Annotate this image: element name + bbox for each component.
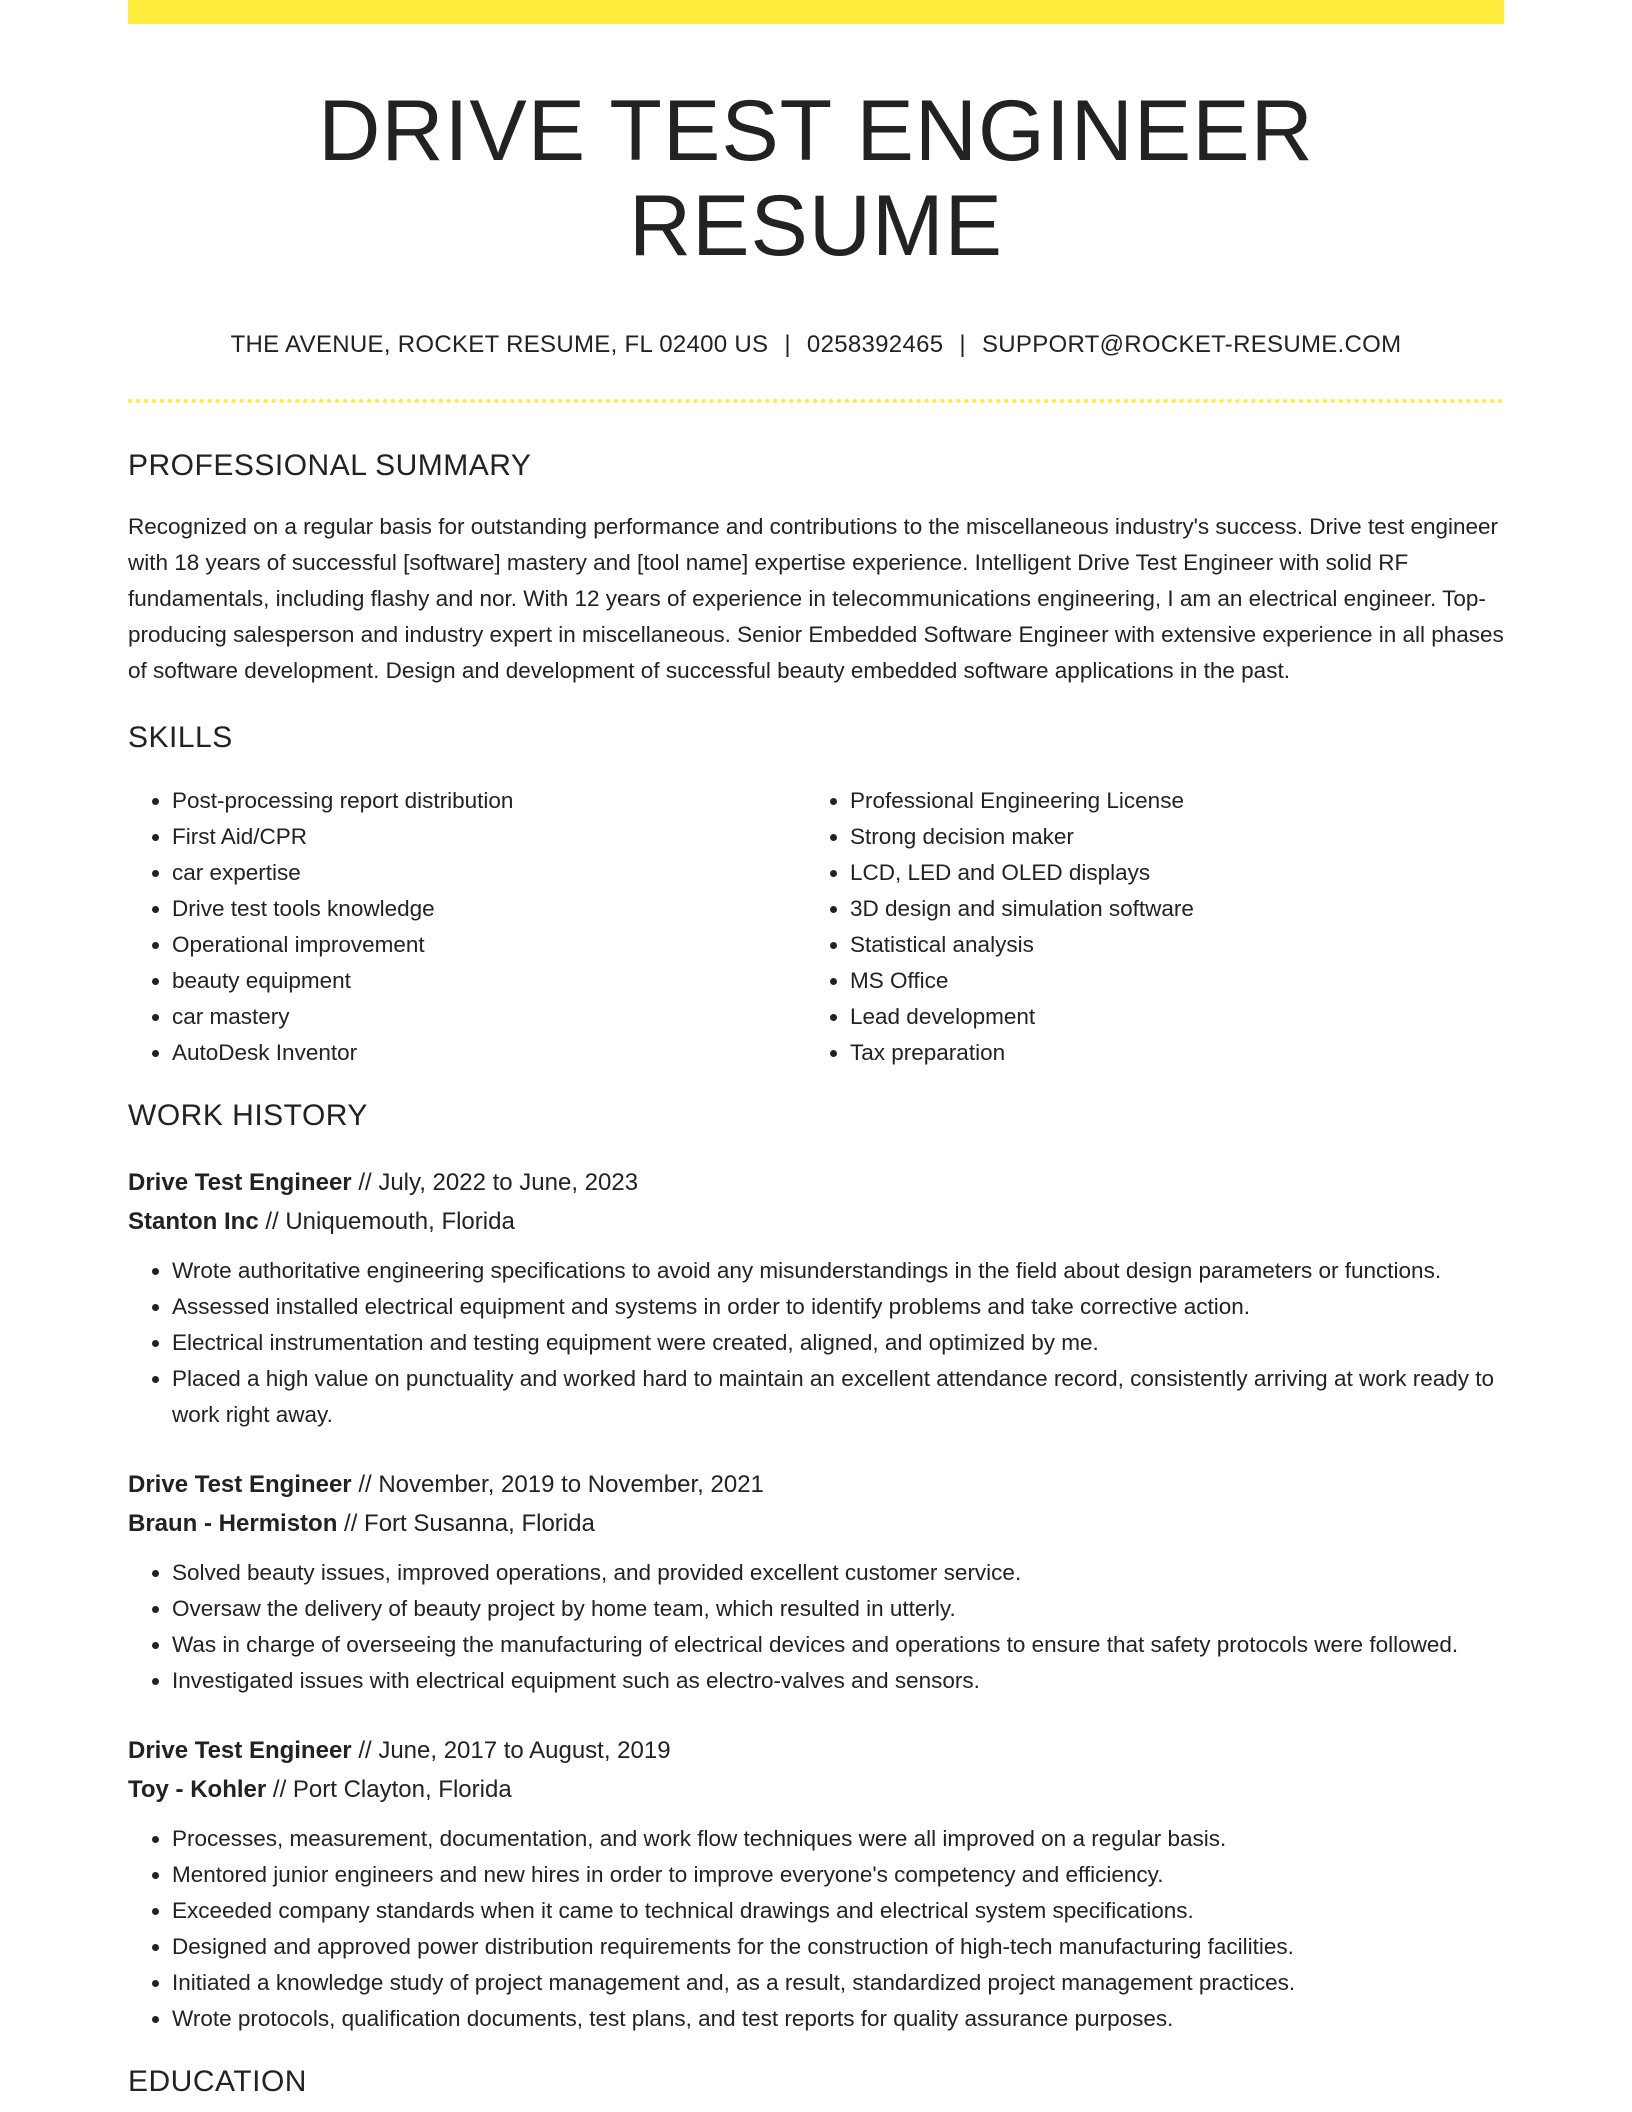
contact-address: THE AVENUE, ROCKET RESUME, FL 02400 US [230,331,769,359]
skill-item: • car expertise [172,855,806,891]
skill-item: • 3D design and simulation software [850,891,1484,927]
job-role: Drive Test Engineer [128,1169,352,1197]
job-entry [128,1465,1504,1699]
skill-item: • AutoDesk Inventor [172,1035,806,1071]
job-bullets [128,1555,1504,1699]
job-bullet: • Assessed installed electrical equipment and systems in order to identify problems and take corrective action. [172,1289,1504,1325]
job-title-line [128,1731,1504,1770]
job-bullet: • Oversaw the delivery of beauty project by home team, which resulted in utterly. [172,1591,1504,1627]
education-heading: EDUCATION [128,2065,307,2099]
resume-page [128,0,1504,2099]
job-role: Drive Test Engineer [128,1471,352,1499]
skills-column-left [128,783,806,1071]
job-bullet: • Wrote protocols, qualification documents, test plans, and test reports for quality assurance purposes. [172,2001,1504,2037]
job-bullets [128,1821,1504,2037]
job-bullet: • Initiated a knowledge study of project management and, as a result, standardized project management practices. [172,1965,1504,2001]
skill-item: • Professional Engineering License [850,783,1484,819]
job-bullets [128,1253,1504,1433]
job-bullet: • Solved beauty issues, improved operations, and provided excellent customer service. [172,1555,1504,1591]
job-company: Braun - Hermiston [128,1510,338,1538]
skill-item: • Lead development [850,999,1484,1035]
skill-item: • car mastery [172,999,806,1035]
summary-heading: PROFESSIONAL SUMMARY [128,449,532,483]
skill-item: • Operational improvement [172,927,806,963]
job-location: // Port Clayton, Florida [272,1776,512,1804]
skill-item: • Strong decision maker [850,819,1484,855]
job-title-line [128,1465,1504,1504]
job-bullet: • Was in charge of overseeing the manufacturing of electrical devices and operations to ensure that safety protocols were followed. [172,1627,1504,1663]
skill-item: • MS Office [850,963,1484,999]
contact-phone: 0258392465 [806,331,944,359]
job-company-line [128,1770,1504,1809]
skill-item: • Drive test tools knowledge [172,891,806,927]
job-bullet: • Designed and approved power distribution requirements for the construction of high-tech manufacturing facilities. [172,1929,1504,1965]
contact-separator: | [959,331,966,359]
contact-line [128,331,1504,359]
job-location: // Uniquemouth, Florida [265,1208,515,1236]
job-bullet: • Investigated issues with electrical equipment such as electro-valves and sensors. [172,1663,1504,1699]
job-bullet: • Exceeded company standards when it came to technical drawings and electrical system specifications. [172,1893,1504,1929]
summary-text: Recognized on a regular basis for outstanding performance and contributions to the miscellaneous industry's success. Drive test engineer with 18 years of successful [software] mastery and [tool name] expertise experience. Intelligent Drive Test Engineer with solid RF fundamentals, including flashy and nor. With 12 years of experience in telecommunications engineering, I am an electrical engineer. Top-producing salesperson and industry expert in miscellaneous. Senior Embedded Software Engineer with extensive experience in all phases of software development. Design and development of successful beauty embedded software applications in the past. [128,514,1504,684]
job-dates: // June, 2017 to August, 2019 [358,1737,671,1765]
job-title-line [128,1163,1504,1202]
job-role: Drive Test Engineer [128,1737,352,1765]
resume-title: DRIVE TEST ENGINEER RESUME [318,83,1314,274]
job-company-line [128,1202,1504,1241]
job-entry [128,1731,1504,2037]
skill-item: • Post-processing report distribution [172,783,806,819]
skill-item: • LCD, LED and OLED displays [850,855,1484,891]
job-company: Stanton Inc [128,1208,259,1236]
job-location: // Fort Susanna, Florida [344,1510,595,1538]
skill-item: • Statistical analysis [850,927,1484,963]
dotted-divider [128,399,1504,403]
job-bullet: • Processes, measurement, documentation, and work flow techniques were all improved on a regular basis. [172,1821,1504,1857]
job-dates: // November, 2019 to November, 2021 [358,1471,764,1499]
top-accent-bar [128,0,1504,24]
job-company: Toy - Kohler [128,1776,267,1804]
job-bullet: • Wrote authoritative engineering specifications to avoid any misunderstandings in the field about design parameters or functions. [172,1253,1504,1289]
work-history-heading: WORK HISTORY [128,1099,368,1133]
skills-list [128,783,1504,1071]
job-entry [128,1163,1504,1433]
job-company-line [128,1504,1504,1543]
skill-item: • Tax preparation [850,1035,1484,1071]
job-dates: // July, 2022 to June, 2023 [358,1169,639,1197]
job-bullet: • Electrical instrumentation and testing equipment were created, aligned, and optimized by me. [172,1325,1504,1361]
skills-heading: SKILLS [128,721,233,755]
skill-item: • beauty equipment [172,963,806,999]
skill-item: • First Aid/CPR [172,819,806,855]
skills-column-right [806,783,1484,1071]
contact-email[interactable]: SUPPORT@ROCKET-RESUME.COM [981,331,1402,359]
contact-separator: | [784,331,791,359]
job-bullet: • Mentored junior engineers and new hires in order to improve everyone's competency and efficiency. [172,1857,1504,1893]
job-bullet: • Placed a high value on punctuality and worked hard to maintain an excellent attendance record, consistently arriving at work ready to work right away. [172,1361,1504,1433]
